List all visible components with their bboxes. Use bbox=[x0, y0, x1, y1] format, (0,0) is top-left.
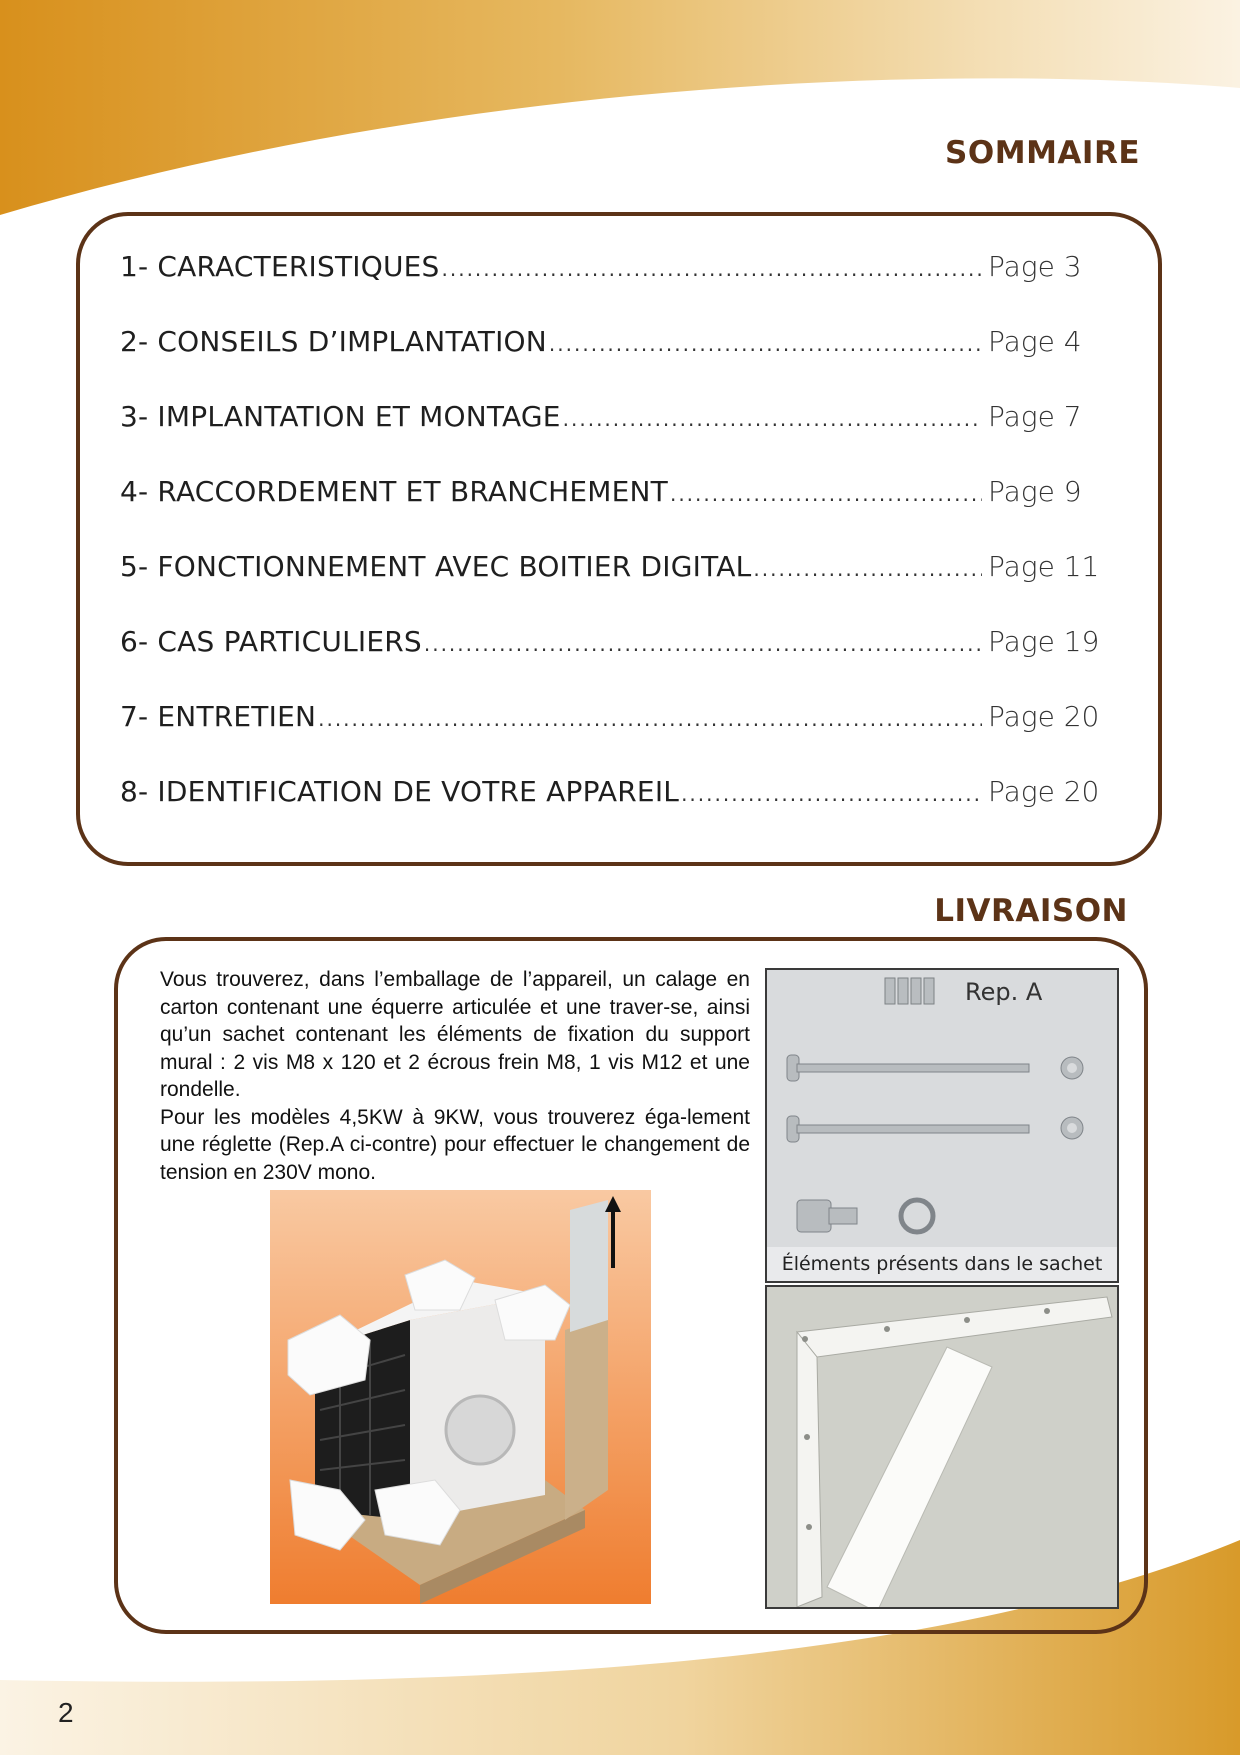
table-of-contents bbox=[120, 250, 1100, 850]
livraison-text bbox=[160, 966, 750, 1186]
toc-item[interactable] bbox=[120, 775, 1100, 850]
toc-leader-dots bbox=[753, 557, 982, 581]
toc-item[interactable] bbox=[120, 475, 1100, 550]
toc-item-label: 5- FONCTIONNEMENT AVEC BOITIER DIGITAL bbox=[120, 550, 752, 583]
toc-item[interactable] bbox=[120, 550, 1100, 625]
toc-item-label: 4- RACCORDEMENT ET BRANCHEMENT bbox=[120, 475, 668, 508]
sommaire-title: SOMMAIRE bbox=[945, 135, 1140, 171]
page-number: 2 bbox=[58, 1697, 74, 1728]
toc-leader-dots bbox=[549, 332, 982, 356]
toc-item-label: 3- IMPLANTATION ET MONTAGE bbox=[120, 400, 561, 433]
toc-item[interactable] bbox=[120, 400, 1100, 475]
toc-item[interactable] bbox=[120, 325, 1100, 400]
sachet-photo bbox=[765, 968, 1119, 1283]
bracket-photo bbox=[765, 1285, 1119, 1609]
toc-item-page: Page 20 bbox=[988, 700, 1100, 733]
toc-item-page: Page 7 bbox=[988, 400, 1082, 433]
toc-item-page: Page 20 bbox=[988, 775, 1100, 808]
toc-item-page: Page 9 bbox=[988, 475, 1082, 508]
toc-leader-dots bbox=[318, 707, 982, 731]
toc-item[interactable] bbox=[120, 625, 1100, 700]
toc-item[interactable] bbox=[120, 700, 1100, 775]
toc-leader-dots bbox=[681, 782, 982, 806]
livraison-paragraph-1: Vous trouverez, dans l’emballage de l’appareil, un calage en carton contenant une équerre articulée et une traver-se, ainsi qu’un sachet contenant les éléments de fixation du support mural : 2 vis M8 x 120 et 2 écrous frein M8, 1 vis M12 et une rondelle. bbox=[160, 968, 750, 1101]
packaging-photo bbox=[270, 1190, 651, 1604]
toc-item-label: 7- ENTRETIEN bbox=[120, 700, 317, 733]
toc-item[interactable] bbox=[120, 250, 1100, 325]
toc-leader-dots bbox=[670, 482, 982, 506]
toc-item-page: Page 19 bbox=[988, 625, 1100, 658]
toc-item-page: Page 3 bbox=[988, 250, 1082, 283]
livraison-title: LIVRAISON bbox=[934, 893, 1128, 929]
toc-item-label: 2- CONSEILS D’IMPLANTATION bbox=[120, 325, 547, 358]
toc-item-page: Page 4 bbox=[988, 325, 1082, 358]
livraison-paragraph-2: Pour les modèles 4,5KW à 9KW, vous trouverez éga-lement une réglette (Rep.A ci-contre) pour effectuer le changement de tension en 230V mono. bbox=[160, 1105, 750, 1184]
toc-item-page: Page 11 bbox=[988, 550, 1100, 583]
toc-item-label: 6- CAS PARTICULIERS bbox=[120, 625, 422, 658]
top-wave-decoration bbox=[0, 0, 1240, 230]
toc-item-label: 8- IDENTIFICATION DE VOTRE APPAREIL bbox=[120, 775, 680, 808]
toc-leader-dots bbox=[442, 257, 983, 281]
toc-leader-dots bbox=[424, 632, 982, 656]
toc-item-label: 1- CARACTERISTIQUES bbox=[120, 250, 440, 283]
toc-leader-dots bbox=[563, 407, 982, 431]
sachet-caption: Éléments présents dans le sachet bbox=[767, 1247, 1117, 1281]
rep-a-label: Rep. A bbox=[965, 978, 1043, 1006]
